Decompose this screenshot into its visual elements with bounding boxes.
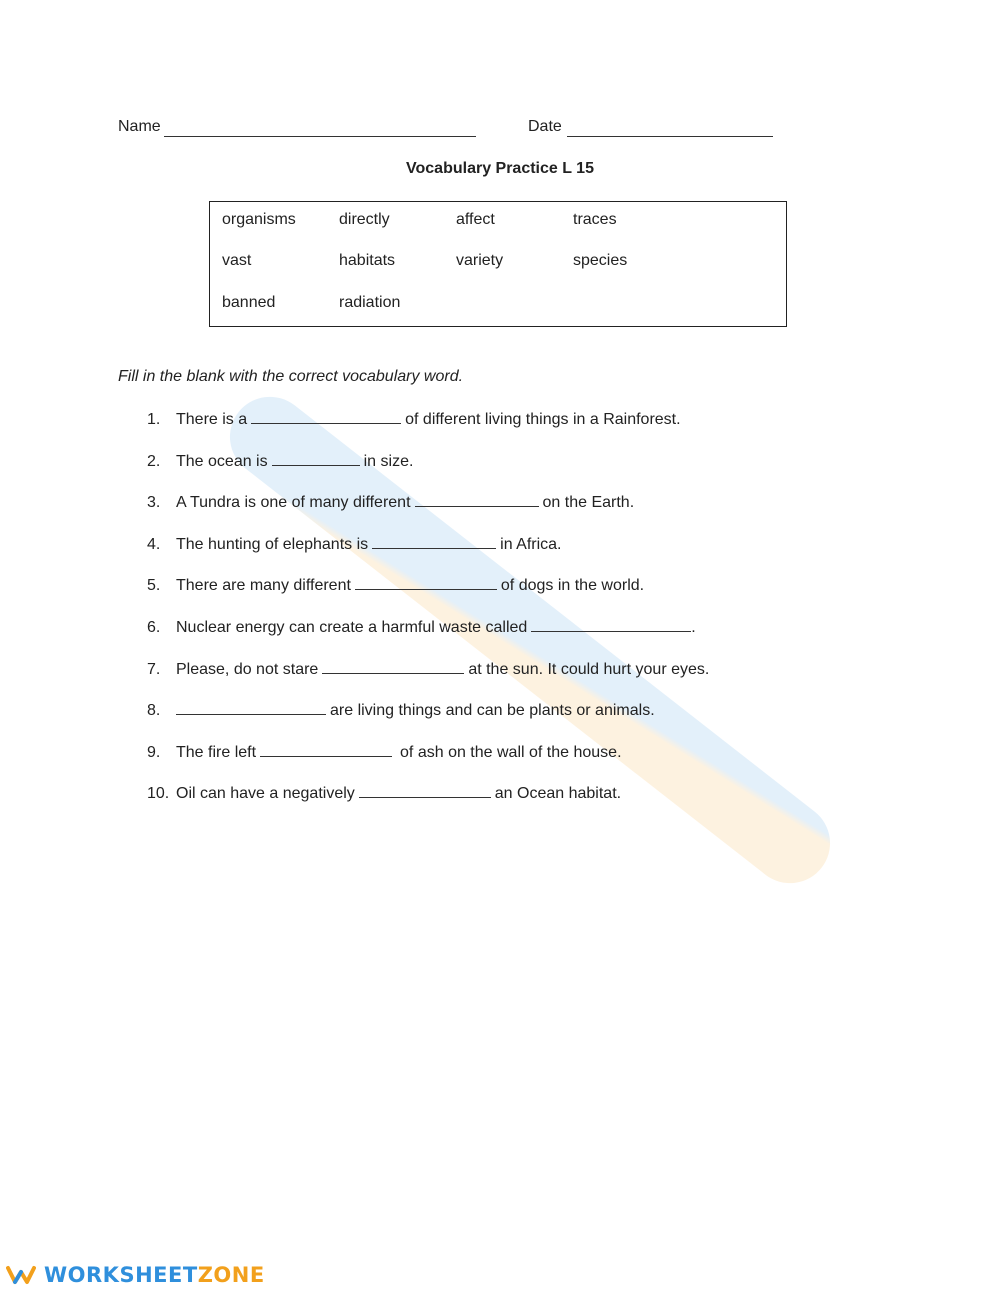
date-field-line[interactable] [567, 136, 773, 137]
question-item [147, 492, 847, 534]
question-list [147, 409, 847, 825]
answer-blank[interactable] [359, 783, 491, 798]
question-item [147, 534, 847, 576]
question-item [147, 451, 847, 493]
question-text-after: an Ocean habitat. [494, 785, 622, 803]
word-bank-item: habitats [339, 252, 396, 269]
question-text-after: of different living things in a Rainforest. [405, 411, 681, 428]
question-item [147, 617, 847, 659]
question-text-after: of ash on the wall of the house. [400, 743, 622, 761]
word-bank-item: vast [222, 252, 252, 269]
question-text-after: on the Earth. [542, 494, 635, 512]
question-number: 4. [147, 535, 161, 553]
question-text-before: The fire left [176, 743, 257, 761]
date-label: Date [528, 118, 562, 135]
question-text-before: There is a [176, 411, 248, 428]
question-number: 6. [147, 618, 161, 636]
logo-text [44, 1263, 265, 1287]
question-text-before: There are many different [176, 577, 351, 595]
question-text-before: Nuclear energy can create a harmful waste called [176, 618, 528, 636]
question-number: 5. [147, 577, 161, 595]
question-text-after: in Africa. [500, 535, 562, 553]
question-number: 9. [147, 743, 161, 761]
question-item [147, 659, 847, 701]
question-number: 2. [147, 452, 161, 470]
name-label: Name [118, 118, 161, 135]
word-bank-item: variety [456, 252, 504, 269]
word-bank-item: directly [339, 211, 390, 228]
answer-blank[interactable] [272, 451, 360, 466]
worksheet-title: Vocabulary Practice L 15 [406, 160, 594, 177]
question-item [147, 575, 847, 617]
question-number: 10. [147, 785, 170, 803]
word-bank-item: banned [222, 294, 276, 311]
logo-text-worksheet: WORKSHEET [44, 1263, 198, 1287]
instructions-text: Fill in the blank with the correct vocabulary word. [118, 368, 464, 385]
question-text-after: at the sun. It could hurt your eyes. [468, 660, 710, 678]
question-text-before: The hunting of elephants is [176, 535, 369, 553]
word-bank-item: species [573, 252, 628, 269]
name-field-line[interactable] [164, 136, 476, 137]
question-text-after: in size. [363, 452, 414, 470]
word-bank-item: affect [456, 211, 495, 228]
question-number: 1. [147, 411, 161, 428]
word-bank-item: radiation [339, 294, 401, 311]
answer-blank[interactable] [531, 617, 691, 632]
question-item [147, 783, 847, 825]
question-number: 3. [147, 494, 161, 512]
question-item [147, 742, 847, 784]
question-text-after: of dogs in the world. [500, 577, 645, 595]
question-text-before: A Tundra is one of many different [176, 494, 411, 512]
answer-blank[interactable] [322, 659, 464, 674]
answer-blank[interactable] [260, 742, 392, 757]
question-text-before: The ocean is [176, 452, 268, 470]
answer-blank[interactable] [251, 409, 401, 424]
answer-blank[interactable] [176, 700, 326, 715]
worksheetzone-w-icon [6, 1265, 36, 1285]
question-number: 8. [147, 702, 161, 720]
answer-blank[interactable] [355, 575, 497, 590]
question-text-after: . [691, 618, 696, 636]
logo-text-zone: ZONE [197, 1263, 265, 1287]
question-text-after: are living things and can be plants or animals. [330, 702, 655, 720]
question-text-before: Please, do not stare [176, 660, 319, 678]
question-text-before: Oil can have a negatively [176, 785, 355, 803]
word-bank-item: organisms [222, 211, 296, 228]
worksheetzone-logo[interactable] [6, 1262, 265, 1288]
question-number: 7. [147, 660, 161, 678]
question-item [147, 700, 847, 742]
question-item [147, 409, 847, 451]
header-row [118, 118, 878, 140]
word-bank-box [209, 201, 787, 327]
answer-blank[interactable] [415, 492, 539, 507]
word-bank-item: traces [573, 211, 617, 228]
answer-blank[interactable] [372, 534, 496, 549]
